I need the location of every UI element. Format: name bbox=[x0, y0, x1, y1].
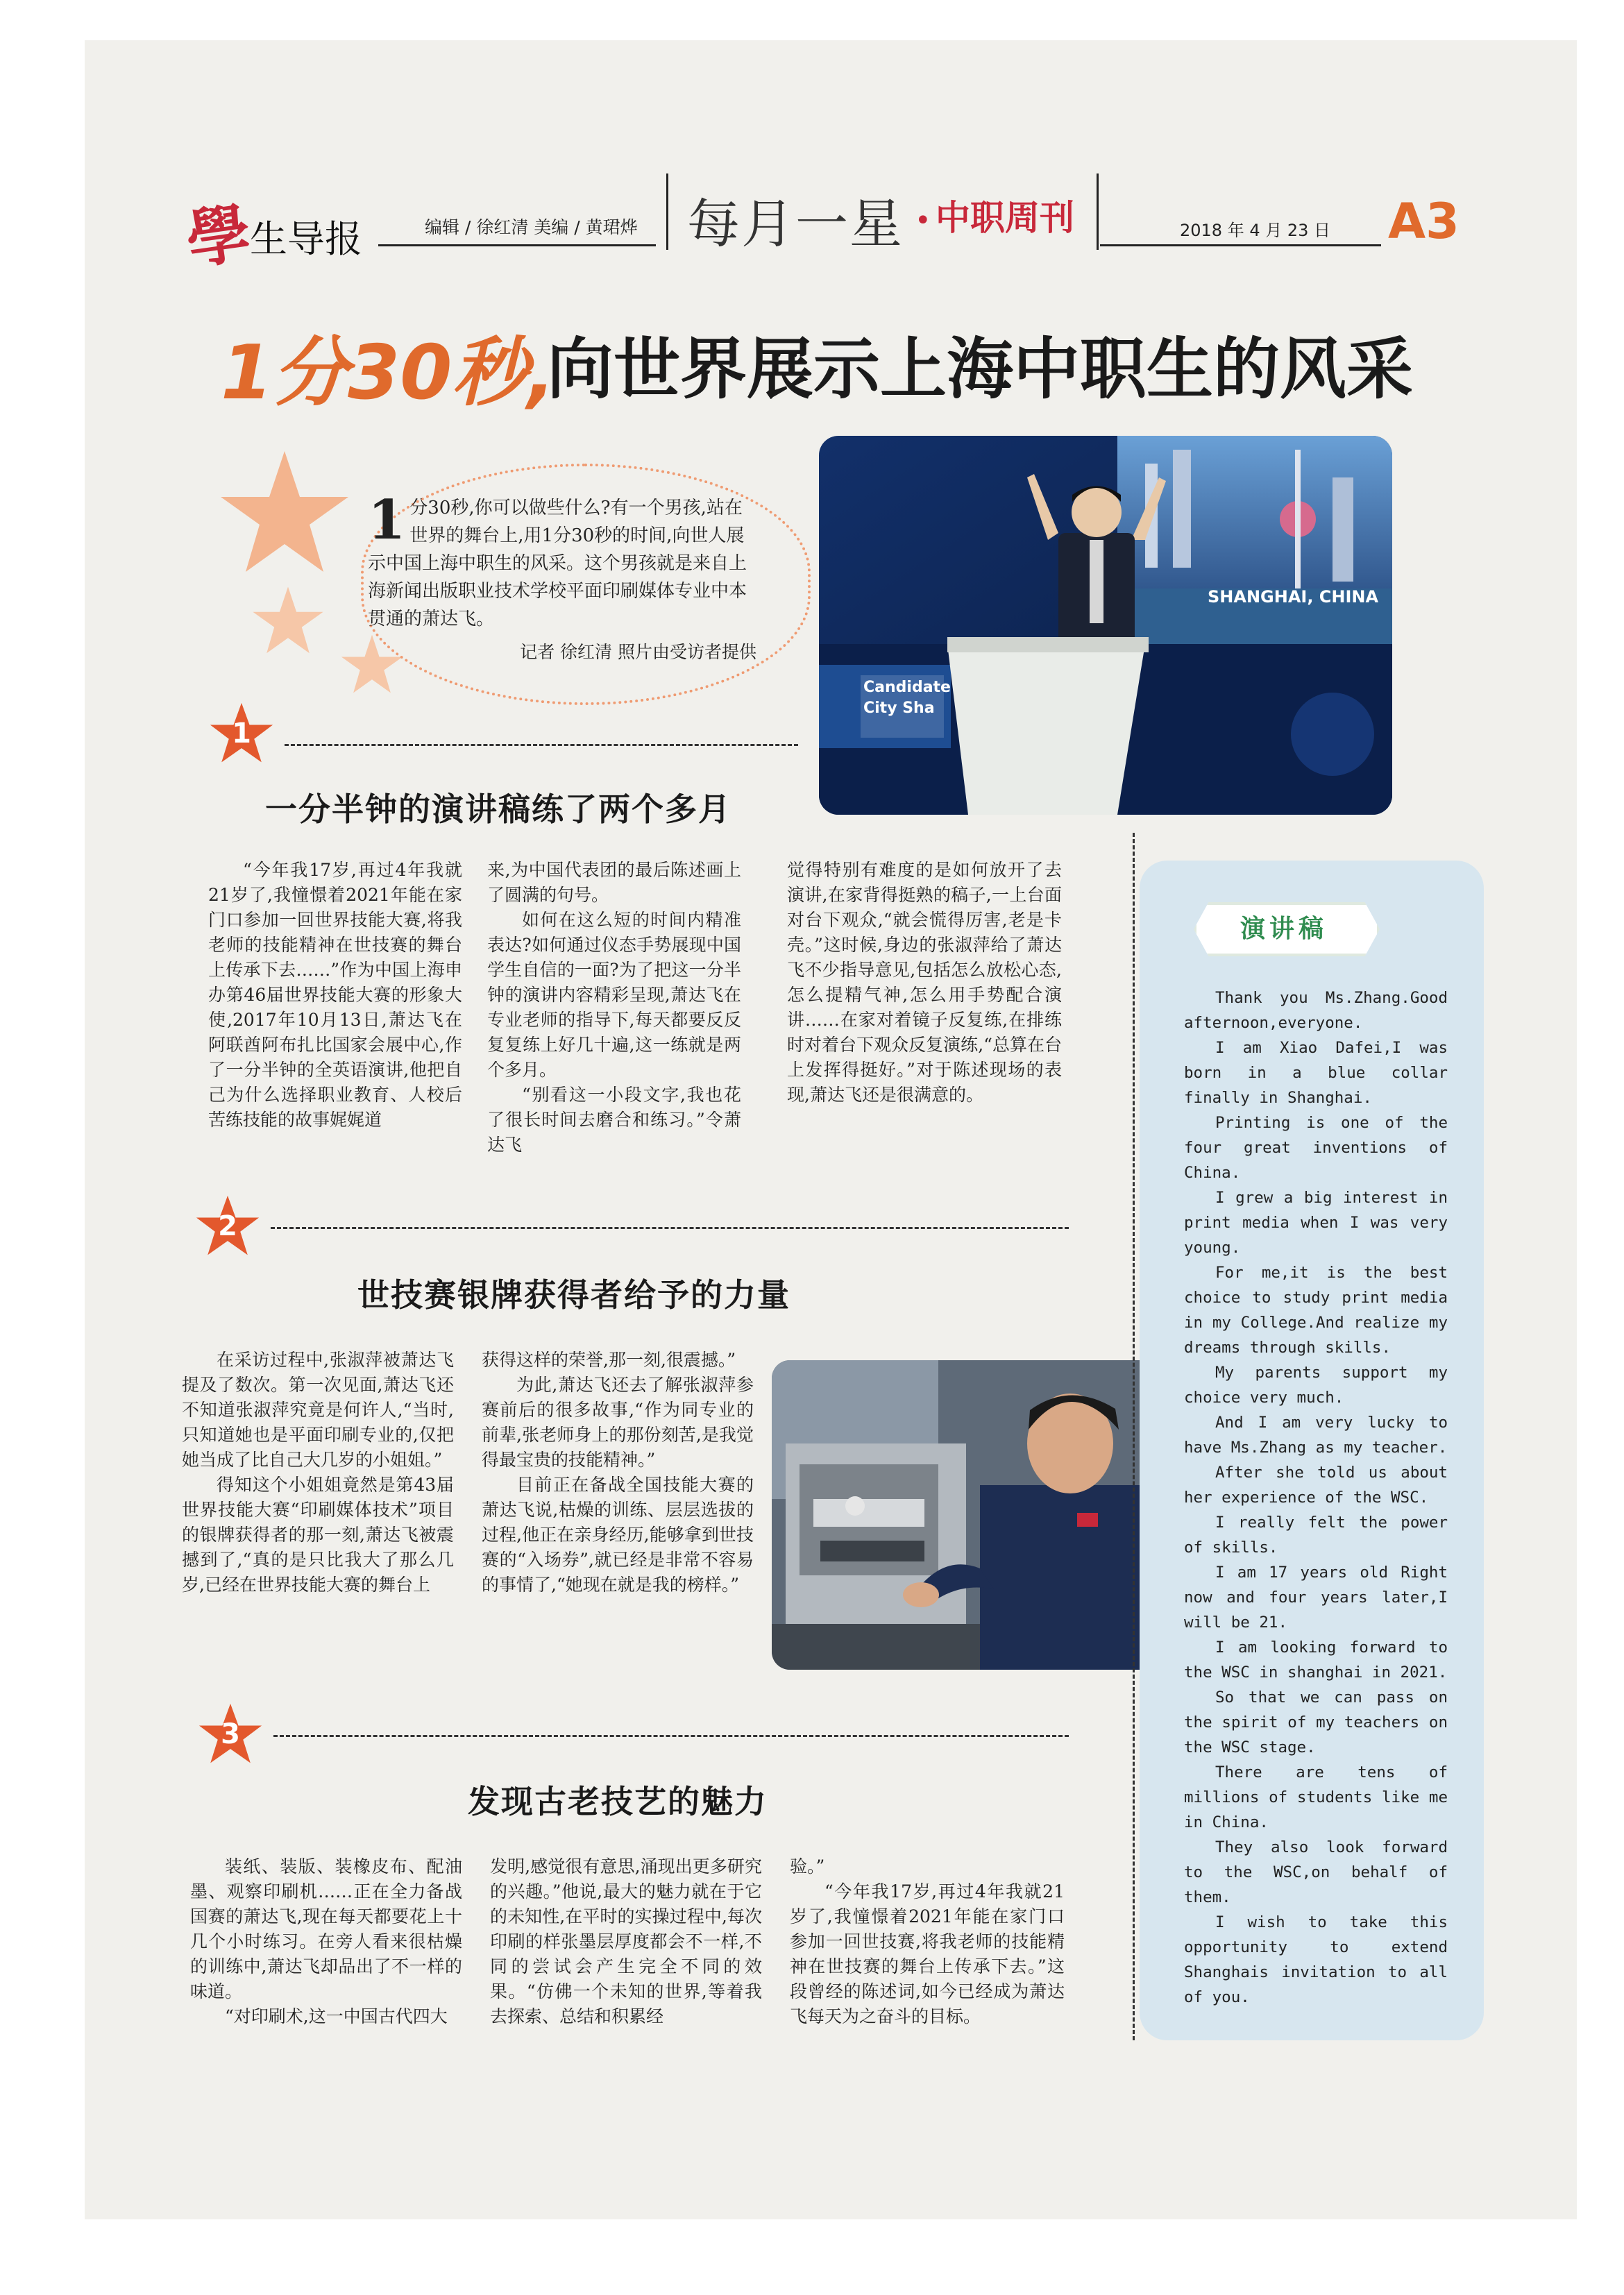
paragraph: 发明,感觉很有意思,涌现出更多研究的兴趣。”他说,最大的魅力就在于它的未知性,在平时的实操过程中,每次印刷的样张墨层厚度都会不一样,不同的尝试会产生完全不同的效果。“仿佛一个未知的世界,等着我去探索、总结和积累经 bbox=[490, 1856, 762, 2026]
speech-paragraph: Thank you Ms.Zhang.Good afternoon,everyone. bbox=[1184, 989, 1448, 1032]
intro-dropcap: 1 bbox=[368, 489, 406, 552]
section-subtitle: 中职周刊 bbox=[936, 198, 1074, 238]
speech-paragraph: My parents support my choice very much. bbox=[1184, 1364, 1448, 1407]
section-1-title: 一分半钟的演讲稿练了两个多月 bbox=[265, 790, 731, 828]
section-3-column-3 bbox=[790, 1854, 1065, 2029]
paragraph: “对印刷术,这一中国古代四大 bbox=[225, 2006, 448, 2026]
speech-paragraph: After she told us about her experience of the WSC. bbox=[1184, 1464, 1448, 1507]
section-1-marker bbox=[208, 701, 275, 768]
headline-main: 向世界展示上海中职生的风采 bbox=[547, 330, 1413, 408]
section-2-divider bbox=[271, 1227, 1069, 1229]
speech-paragraph: Printing is one of the four great inventions of China. bbox=[1184, 1114, 1448, 1182]
speech-paragraph: I am looking forward to the WSC in shanghai in 2021. bbox=[1184, 1638, 1448, 1682]
editors-credit: 编辑 / 徐红清 美编 / 黄珺烨 bbox=[425, 217, 638, 237]
speech-paragraph: There are tens of millions of students like me in China. bbox=[1184, 1763, 1448, 1831]
section-title: 每月一星 bbox=[687, 193, 904, 255]
speech-paragraph: And I am very lucky to have Ms.Zhang as my teacher. bbox=[1184, 1414, 1448, 1457]
paragraph: 目前正在备战全国技能大赛的萧达飞说,枯燥的训练、层层选拔的过程,他正在亲身经历,能够拿到世技赛的“入场券”,就已经是非常不容易的事情了,“她现在就是我的榜样。” bbox=[482, 1475, 754, 1595]
section-3-marker bbox=[197, 1702, 264, 1768]
paragraph: 来,为中国代表团的最后陈述画上了圆满的句号。 bbox=[487, 860, 741, 905]
speech-paragraph: I really felt the power of skills. bbox=[1184, 1514, 1448, 1557]
photo1-banner: SHANGHAI, CHINA bbox=[1208, 587, 1379, 607]
logo-mark: 學 bbox=[181, 195, 256, 278]
column-separator bbox=[1133, 833, 1135, 2040]
paragraph: 在采访过程中,张淑萍被萧达飞提及了数次。第一次见面,萧达飞还不知道张淑萍究竟是何许人,“当时,只知道她也是平面印刷专业的,仅把她当成了比自己大几岁的小姐姐。” bbox=[182, 1350, 454, 1470]
photo1-podium-line1: Candidate bbox=[863, 679, 951, 696]
star-icon bbox=[215, 444, 354, 583]
photo1-podium-line2: City Sha bbox=[863, 700, 935, 717]
section-2-title: 世技赛银牌获得者给予的力量 bbox=[357, 1276, 790, 1314]
intro-text: 分30秒,你可以做些什么?有一个男孩,站在世界的舞台上,用1分30秒的时间,向世人展示中国上海中职生的风采。这个男孩就是来自上海新闻出版职业技术学校平面印刷媒体专业中本贯通的萧达飞。 bbox=[368, 498, 747, 629]
issue-date: 2018 年 4 月 23 日 bbox=[1180, 221, 1331, 240]
byline: 记者 徐红清 照片由受访者提供 bbox=[520, 642, 756, 662]
section-1-column-1 bbox=[208, 858, 462, 1133]
speech-paragraph: For me,it is the best choice to study print media in my College.And realize my dreams through skills. bbox=[1184, 1264, 1448, 1357]
masthead-divider-left bbox=[666, 173, 668, 250]
training-photo bbox=[772, 1360, 1181, 1670]
section-1-column-2 bbox=[487, 858, 741, 1158]
paragraph: “今年我17岁,再过4年我就21岁了,我憧憬着2021年能在家门口参加一回世技赛,将我老师的技能精神在世技赛的舞台上传承下去。”这段曾经的陈述词,如今已经成为萧达飞每天为之奋斗的目标。 bbox=[790, 1881, 1065, 2026]
section-3-number: 3 bbox=[221, 1718, 240, 1750]
paragraph: 验。” bbox=[790, 1856, 825, 1877]
logo-text: 生导报 bbox=[250, 217, 362, 261]
paragraph: 获得这样的荣誉,那一刻,很震撼。” bbox=[482, 1350, 736, 1370]
paragraph: “别看这一小段文字,我也花了很长时间去磨合和练习。”令萧达飞 bbox=[487, 1085, 741, 1155]
section-1-number: 1 bbox=[232, 718, 251, 750]
speech-paragraph: So that we can pass on the spirit of my teachers on the WSC stage. bbox=[1184, 1688, 1448, 1756]
intro-lead bbox=[368, 489, 756, 666]
page-number: A3 bbox=[1388, 193, 1460, 250]
masthead-rule-left bbox=[378, 244, 656, 246]
section-2-number: 2 bbox=[218, 1210, 237, 1242]
section-dot: • bbox=[915, 205, 931, 237]
section-3-title: 发现古老技艺的魅力 bbox=[468, 1783, 768, 1820]
speech-paragraph: I am Xiao Dafei,I was born in a blue collar finally in Shanghai. bbox=[1184, 1039, 1448, 1107]
paragraph: “今年我17岁,再过4年我就21岁了,我憧憬着2021年能在家门口参加一回世界技能大赛,将我老师的技能精神在世技赛的舞台上传承下去……”作为中国上海申办第46届世界技能大赛的形象大使,2017年10月13日,萧达飞在阿联酋阿布扎比国家会展中心,作了一分半钟的全英语演讲,他把自己为什么选择职业教育、人校后苦练技能的故事娓娓道 bbox=[208, 860, 462, 1130]
speech-paragraph: I wish to take this opportunity to extend Shanghais invitation to all of you. bbox=[1184, 1913, 1448, 2006]
section-2-column-2 bbox=[482, 1348, 754, 1598]
speech-text bbox=[1184, 985, 1448, 2010]
section-2-column-1 bbox=[182, 1348, 454, 1598]
section-3-column-1 bbox=[190, 1854, 462, 2029]
speech-paragraph: I am 17 years old Right now and four years later,I will be 21. bbox=[1184, 1564, 1448, 1632]
paragraph: 如何在这么短的时间内精准表达?如何通过仪态手势展现中国学生自信的一面?为了把这一分半钟的演讲内容精彩呈现,萧达飞在专业老师的指导下,每天都要反反复复练上好几十遍,这一练就是两个多月。 bbox=[487, 910, 741, 1080]
paragraph: 觉得特别有难度的是如何放开了去演讲,在家背得挺熟的稿子,一上台面对台下观众,“就会慌得厉害,老是卡壳。”这时候,身边的张淑萍给了萧达飞不少指导意见,包括怎么放松心态,怎么提精气神,怎么用手势配合演讲……在家对着镜子反复练,在排练时对着台下观众反复演练,“总算在台上发挥得挺好。”对于陈述现场的表现,萧达飞还是很满意的。 bbox=[787, 860, 1062, 1105]
star-icon bbox=[250, 583, 326, 659]
speech-paragraph: I grew a big interest in print media when I was very young. bbox=[1184, 1189, 1448, 1257]
section-1-divider bbox=[285, 744, 798, 746]
masthead-divider-right bbox=[1097, 173, 1099, 250]
paragraph: 为此,萧达飞还去了解张淑萍参赛前后的很多故事,“作为同专业的前辈,张老师身上的那份刻苦,是我觉得最宝贵的技能精神。” bbox=[482, 1375, 754, 1470]
headline-emphasis: 1分30秒, bbox=[221, 330, 556, 416]
speech-photo bbox=[819, 436, 1392, 815]
section-1-column-3 bbox=[787, 858, 1062, 1108]
speech-paragraph: They also look forward to the WSC,on behalf of them. bbox=[1184, 1838, 1448, 1906]
sidebar-title: 演讲稿 bbox=[1240, 914, 1328, 943]
section-3-divider bbox=[273, 1735, 1069, 1737]
paragraph: 得知这个小姐姐竟然是第43届世界技能大赛“印刷媒体技术”项目的银牌获得者的那一刻,萧达飞被震撼到了,“真的是只比我大了那么几岁,已经在世界技能大赛的舞台上 bbox=[182, 1475, 454, 1595]
section-3-column-2 bbox=[490, 1854, 762, 2029]
masthead-rule-right bbox=[1100, 244, 1381, 246]
section-2-marker bbox=[194, 1194, 261, 1260]
paragraph: 装纸、装版、装橡皮布、配油墨、观察印刷机……正在全力备战国赛的萧达飞,现在每天都要花上十几个小时练习。在旁人看来很枯燥的训练中,萧达飞却品出了不一样的味道。 bbox=[190, 1856, 462, 2001]
